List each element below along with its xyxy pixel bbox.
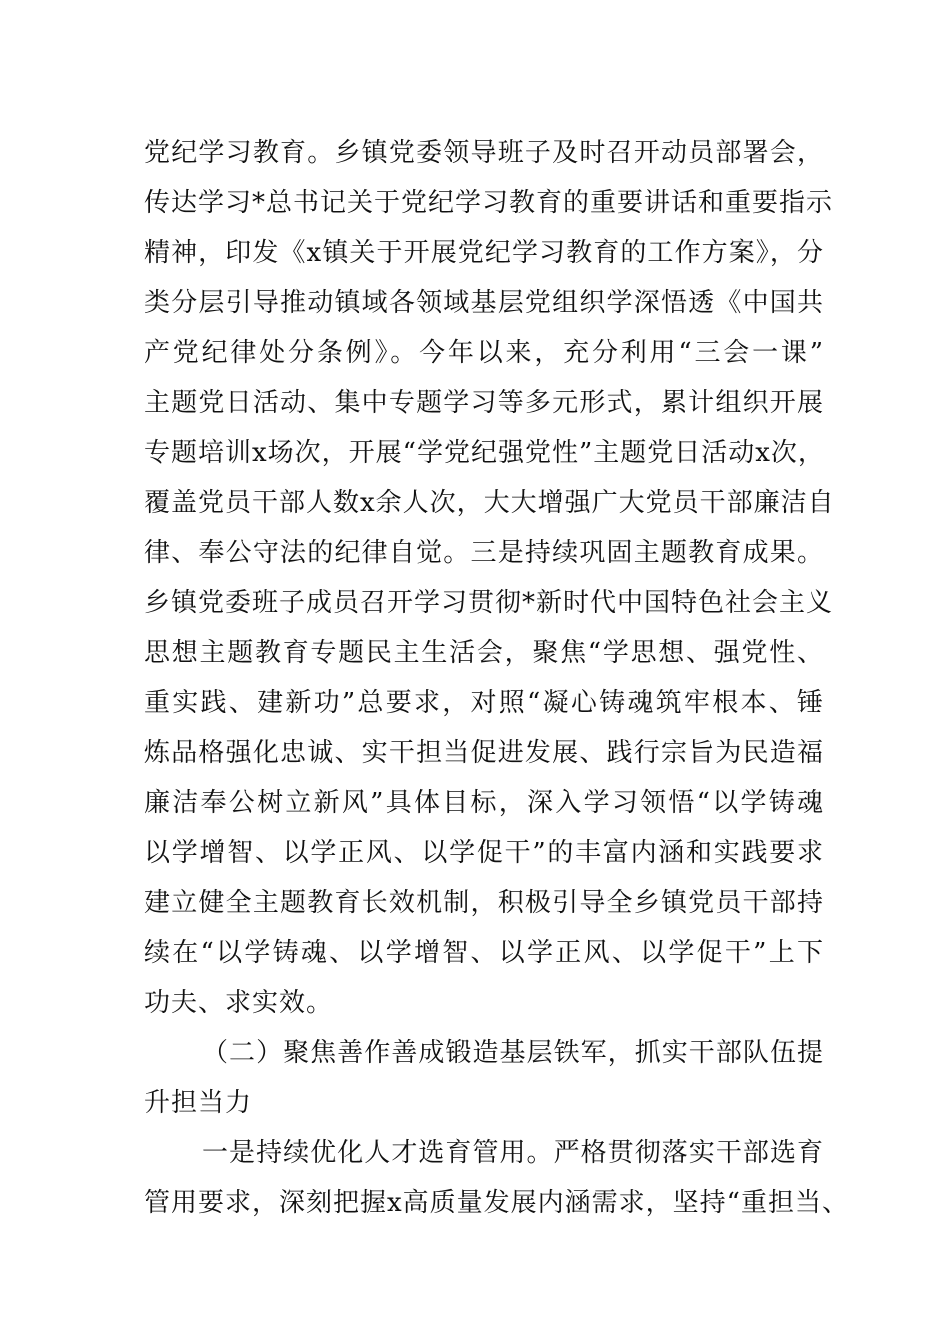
text-line: 廉洁奉公树立新风”具体目标，深入学习领悟“以学铸魂 xyxy=(144,788,824,818)
text-line: 乡镇党委班子成员召开学习贯彻*新时代中国特色社会主义 xyxy=(144,588,834,618)
section-heading-line: （二）聚焦善作善成锻造基层铁军，抓实干部队伍提 xyxy=(202,1038,824,1068)
text-line: 建立健全主题教育长效机制，积极引导全乡镇党员干部持 xyxy=(144,888,824,918)
text-line: 重实践、建新功”总要求，对照“凝心铸魂筑牢根本、锤 xyxy=(144,688,824,718)
paragraph-party-discipline-education xyxy=(144,128,835,1028)
document-body xyxy=(144,128,849,1228)
text-line: 功夫、求实效。 xyxy=(144,988,334,1018)
text-line: 炼品格强化忠诚、实干担当促进发展、践行宗旨为民造福 xyxy=(144,738,824,768)
text-line: 专题培训x场次，开展“学党纪强党性”主题党日活动x次， xyxy=(144,438,825,468)
text-line: 覆盖党员干部人数x余人次，大大增强广大党员干部廉洁自 xyxy=(144,488,835,518)
section-heading-cadre-team xyxy=(144,1028,824,1128)
text-line: 产党纪律处分条例》。今年以来，充分利用“三会一课” xyxy=(144,338,824,368)
paragraph-talent-selection xyxy=(144,1128,849,1228)
text-line: 一是持续优化人才选育管用。严格贯彻落实干部选育 xyxy=(202,1138,824,1168)
text-line: 律、奉公守法的纪律自觉。三是持续巩固主题教育成果。 xyxy=(144,538,824,568)
text-line: 党纪学习教育。乡镇党委领导班子及时召开动员部署会， xyxy=(144,138,824,168)
text-line: 类分层引导推动镇域各领域基层党组织学深悟透《中国共 xyxy=(144,288,824,318)
text-line: 传达学习*总书记关于党纪学习教育的重要讲话和重要指示 xyxy=(144,188,834,218)
text-line: 续在“以学铸魂、以学增智、以学正风、以学促干”上下 xyxy=(144,938,824,968)
section-heading-line: 升担当力 xyxy=(144,1088,253,1118)
text-line: 思想主题教育专题民主生活会，聚焦“学思想、强党性、 xyxy=(144,638,824,668)
text-line: 主题党日活动、集中专题学习等多元形式，累计组织开展 xyxy=(144,388,824,418)
text-line: 以学增智、以学正风、以学促干”的丰富内涵和实践要求 xyxy=(144,838,824,868)
text-line: 管用要求，深刻把握x高质量发展内涵需求，坚持“重担当、 xyxy=(144,1188,849,1218)
text-line: 精神，印发《x镇关于开展党纪学习教育的工作方案》，分 xyxy=(144,238,824,268)
